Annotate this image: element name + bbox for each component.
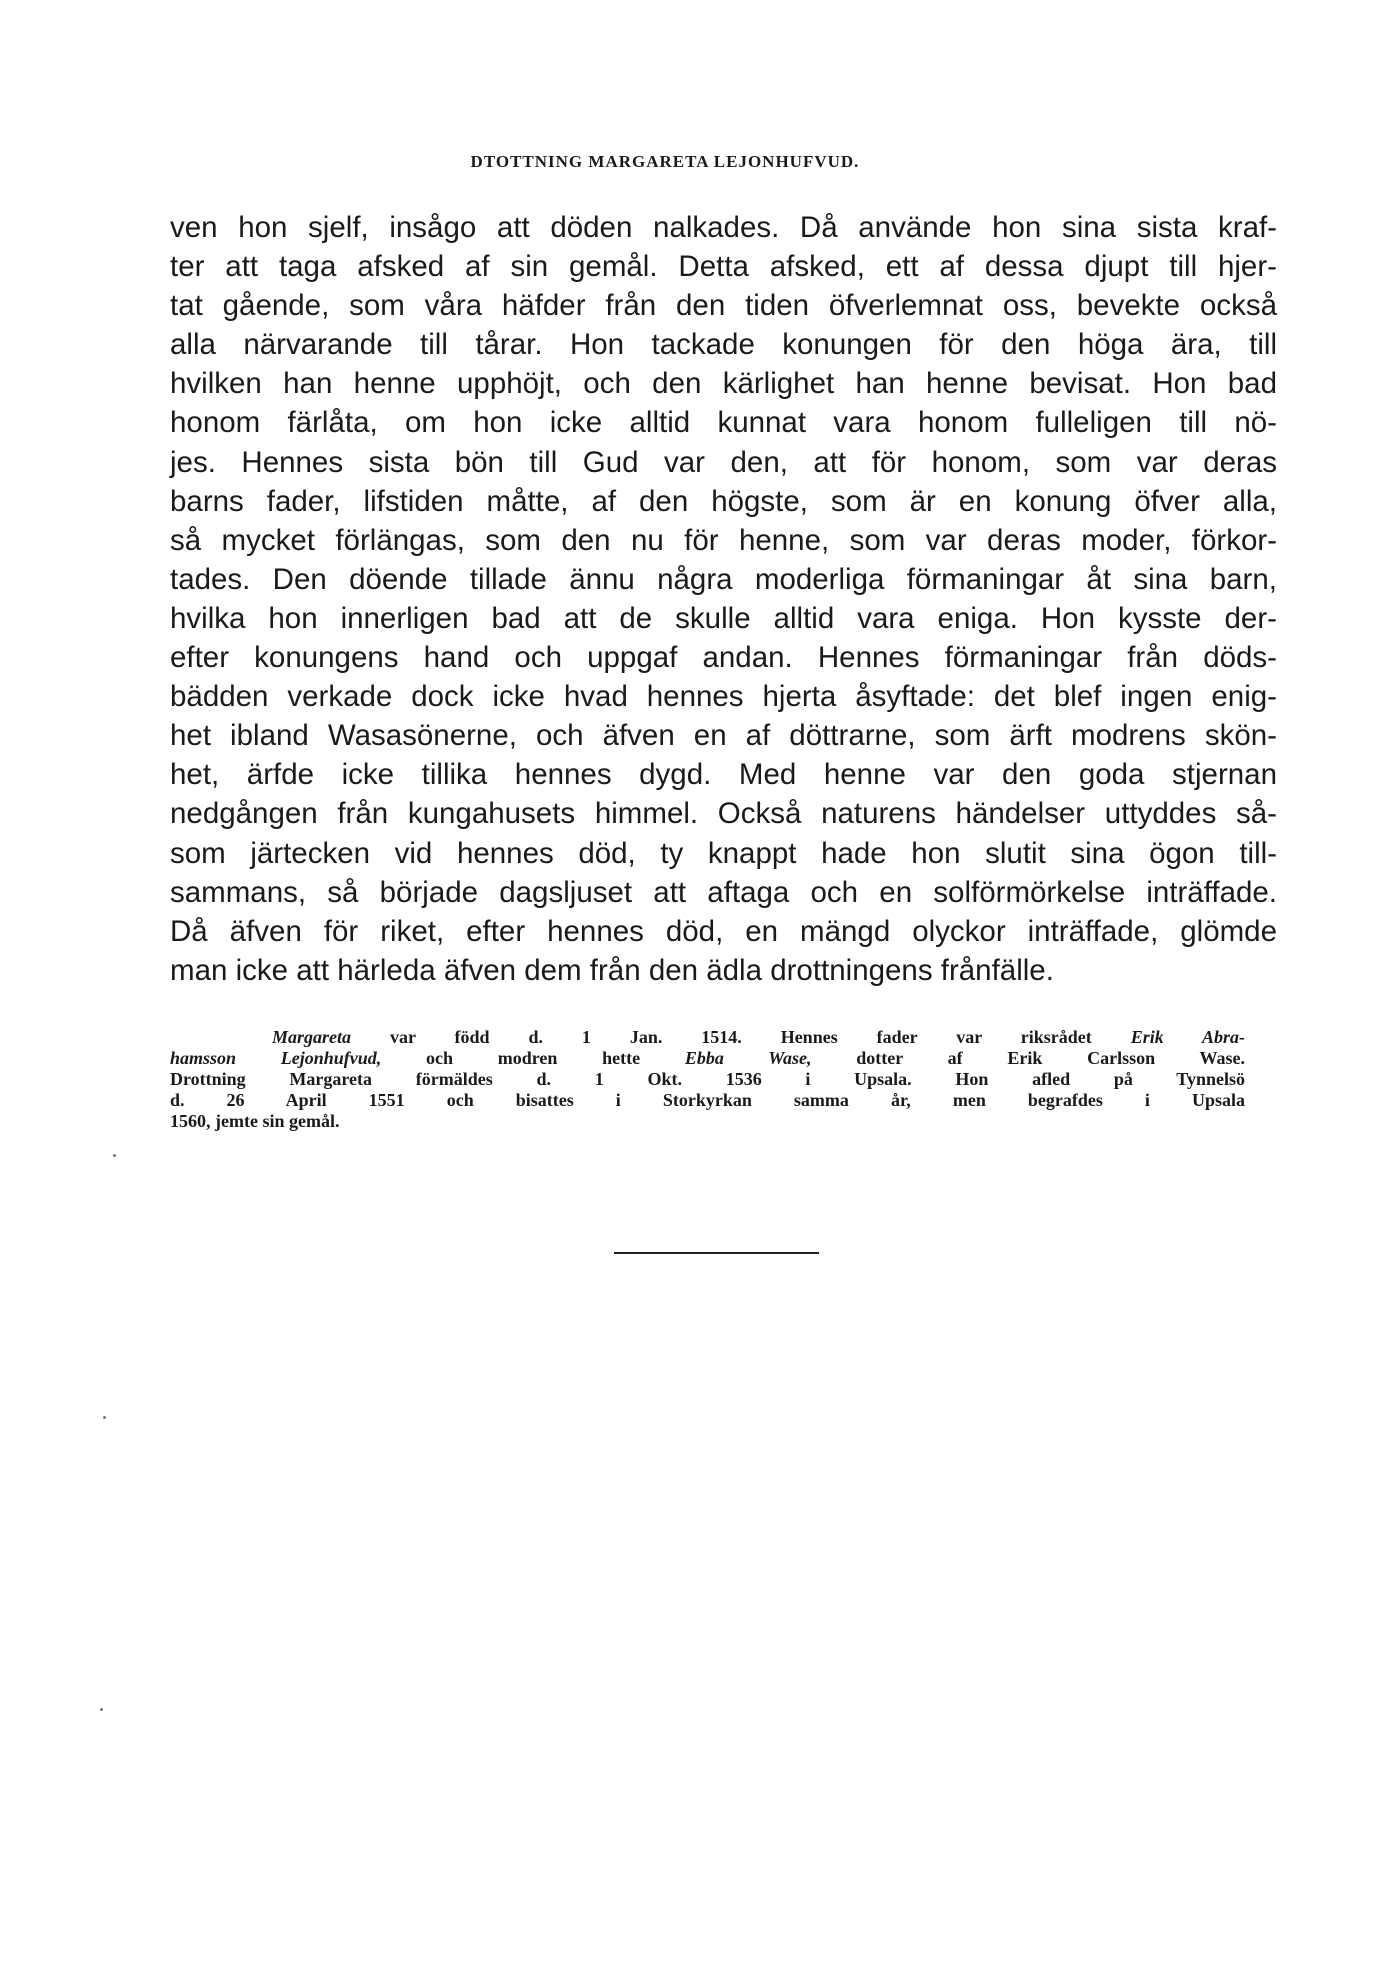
body-line: man icke att härleda äfven dem från den ädla drottningens frånfälle. (170, 953, 1054, 987)
note-name-erik: Erik Abra- (1130, 1027, 1245, 1047)
print-speck (103, 1416, 106, 1419)
note-line (170, 1027, 1245, 1048)
body-line: hvilka hon innerligen bad att de skulle alltid vara eniga. Hon kysste der- (170, 601, 1277, 635)
body-line: het, ärfde icke tillika hennes dygd. Med henne var den goda stjernan (170, 758, 1277, 792)
body-line: sammans, så började dagsljuset att aftaga och en solförmörkelse inträffade. (170, 875, 1277, 909)
body-line: Då äfven för riket, efter hennes död, en mängd olyckor inträffade, glömde (170, 914, 1277, 948)
note-name-hamsson: hamsson Lejonhufvud, (170, 1048, 382, 1068)
running-head: DTOTTNING MARGARETA LEJONHUFVUD. (470, 152, 860, 171)
body-line: så mycket förlängas, som den nu för henne, som var deras moder, förkor- (170, 523, 1277, 557)
note-name-ebba: Ebba Wase, (684, 1048, 812, 1068)
body-line: tat gående, som våra häfder från den tiden öfverlemnat oss, bevekte också (170, 289, 1277, 323)
body-line: nedgången från kungahusets himmel. Också naturens händelser uttyddes så- (170, 797, 1277, 831)
body-line: honom färlåta, om hon icke alltid kunnat vara honom fulleligen till nö- (170, 406, 1277, 440)
note-line: 1560, jemte sin gemål. (170, 1111, 340, 1131)
body-line: hvilken han henne upphöjt, och den kärlighet han henne bevisat. Hon bad (170, 367, 1277, 401)
body-line: alla närvarande till tårar. Hon tackade konungen för den höga ära, till (170, 328, 1277, 362)
note-name-margareta: Margareta (272, 1027, 352, 1047)
body-line: bädden verkade dock icke hvad hennes hjerta åsyftade: det blef ingen enig- (170, 680, 1277, 714)
body-line: tades. Den döende tillade ännu några moderliga förmaningar åt sina barn, (170, 562, 1277, 596)
body-line: het ibland Wasasönerne, och äfven en af döttrarne, som ärft modrens skön- (170, 719, 1277, 753)
note-text: var född d. 1 Jan. 1514. Hennes fader var riksrådet (351, 1027, 1131, 1047)
body-line: barns fader, lifstiden måtte, af den högste, som är en konung öfver alla, (170, 484, 1277, 518)
body-line: efter konungens hand och uppgaf andan. Hennes förmaningar från döds- (170, 641, 1277, 675)
note-text: dotter af Erik Carlsson Wase. (811, 1048, 1246, 1068)
print-speck (100, 1708, 103, 1711)
note-text: och modren hette (381, 1048, 685, 1068)
note-line: Drottning Margareta förmäldes d. 1 Okt. 1536 i Upsala. Hon afled på Tynnelsö (170, 1069, 1245, 1089)
body-line: ter att taga afsked af sin gemål. Detta afsked, ett af dessa djupt till hjer- (170, 250, 1277, 284)
body-text (170, 208, 1277, 990)
section-rule (614, 1252, 819, 1254)
biographical-note (170, 1027, 1245, 1132)
note-line: d. 26 April 1551 och bisattes i Storkyrkan samma år, men begrafdes i Upsala (170, 1090, 1245, 1110)
print-speck (113, 1154, 116, 1157)
body-line: som järtecken vid hennes död, ty knappt hade hon slutit sina ögon till- (170, 836, 1277, 870)
body-line: jes. Hennes sista bön till Gud var den, att för honom, som var deras (170, 445, 1277, 479)
note-line (170, 1048, 1245, 1069)
body-line: ven hon sjelf, insågo att döden nalkades. Då använde hon sina sista kraf- (170, 211, 1277, 244)
